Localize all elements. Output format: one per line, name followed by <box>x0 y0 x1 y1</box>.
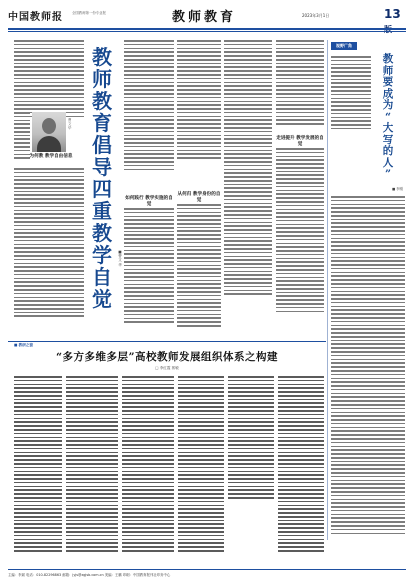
article-column-1c <box>14 168 84 317</box>
article-column-3b <box>177 204 221 327</box>
article-column-5b <box>276 148 324 312</box>
sidebar-divider <box>327 40 328 540</box>
lower-column-5 <box>228 376 274 499</box>
header-rule-thin <box>8 31 406 32</box>
main-headline: 教 师 教 育 倡 导 四 重 教 学 自 觉 <box>92 45 112 311</box>
article-column-3a <box>177 40 221 159</box>
subhead-why-teach: 为何教 教学自由信息 <box>29 154 73 159</box>
subhead-where-return: 从何归 教学身份的自觉 <box>177 192 221 203</box>
sidebar-author: ■ 李刚 <box>391 187 403 191</box>
lower-column-2 <box>66 376 118 552</box>
author-portrait <box>32 112 66 152</box>
sidebar-tag: 视野广角 <box>331 42 357 50</box>
article-column-1a <box>14 40 84 117</box>
article-column-5a <box>276 40 324 125</box>
article-column-1b <box>14 112 30 159</box>
main-byline: ■ 曹 文 华 <box>118 250 122 267</box>
sidebar-intro <box>331 56 371 129</box>
page-footer: 主编：李斌 电话：010-82296863 邮箱：jyjs@zgjsb.com.cn 美编：王鹏 印刷：中国教育报刊社印务中心 <box>8 569 406 579</box>
issue-date: 2023年3月1日 <box>302 13 330 18</box>
lower-column-6 <box>278 376 324 552</box>
page-header <box>8 6 406 28</box>
masthead: 中国教师报 <box>8 12 63 23</box>
article-column-2b <box>124 208 174 323</box>
article-column-4a <box>224 40 272 295</box>
lower-article-title: “多方多维多层”高校教师发展组织体系之构建 <box>55 351 279 363</box>
subhead-enhance: 走进提升 教学发展的自觉 <box>276 136 324 147</box>
lower-column-4 <box>178 376 224 552</box>
lower-column-1 <box>14 376 62 552</box>
article-column-2a <box>124 40 174 170</box>
lower-section-tag: ■ 教研之窗 <box>14 343 34 347</box>
masthead-subtitle: 全国教师第一份专业报 <box>72 11 106 15</box>
section-divider <box>8 341 326 342</box>
section-title: 教师教育 <box>172 10 237 25</box>
sidebar-body-1 <box>331 196 405 534</box>
page-number-value: 13 <box>384 7 401 21</box>
header-rule <box>8 28 406 30</box>
subhead-how-practice: 如何践行 教学实施的自觉 <box>125 196 173 207</box>
sidebar-title: 教 师 要 成 为 “ 大 写 的 人 ” <box>382 53 394 180</box>
lower-article-author: □ 李红霞 郭敏 <box>155 366 179 370</box>
lower-column-3 <box>122 376 174 552</box>
portrait-caption: 曹 文 华 <box>68 118 72 130</box>
